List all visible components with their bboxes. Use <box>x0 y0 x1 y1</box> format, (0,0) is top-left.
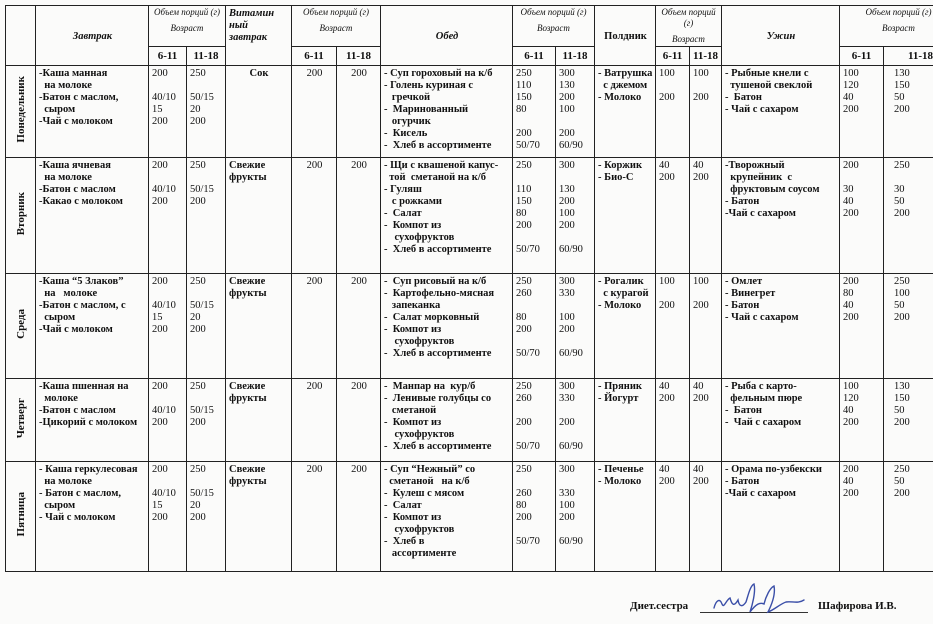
lunch-portion-11-18: 300 130 200 100 200 60/90 <box>556 158 595 274</box>
day-label: Среда <box>6 274 36 379</box>
day-label: Четверг <box>6 379 36 462</box>
vitamin-items: Свежие фрукты <box>226 158 292 274</box>
header-corner <box>6 6 36 66</box>
day-label: Вторник <box>6 158 36 274</box>
day-row-wednesday <box>6 274 933 379</box>
vitamin-portion-11-18: 200 <box>337 66 381 158</box>
snack-items: - Пряник - Йогурт <box>595 379 656 462</box>
breakfast-portion-11-18: 250 50/15 20 200 <box>187 66 226 158</box>
snack-portion-6-11: 100 200 <box>656 274 690 379</box>
vitamin-portion-6-11: 200 <box>292 274 337 379</box>
signature-name: Шафирова И.В. <box>818 600 897 612</box>
signature-block <box>630 592 920 622</box>
lunch-items: - Суп гороховый на к/б - Голень куриная с гречкой - Маринованный огурчик - Кисель - Хлеб в ассортименте <box>381 66 513 158</box>
dinner-items: - Омлет - Винегрет - Батон - Чай с сахаром <box>722 274 840 379</box>
vitamin-portion-11-18: 200 <box>337 462 381 572</box>
vitamin-portion-6-11: 200 <box>292 158 337 274</box>
day-label: Понедельник <box>6 66 36 158</box>
lunch-portion-6-11: 250 260 80 200 50/70 <box>513 462 556 572</box>
vitamin-portion-11-18: 200 <box>337 158 381 274</box>
breakfast-items: -Каша “5 Злаков” на молоке -Батон с маслом, с сыром -Чай с молоком <box>36 274 149 379</box>
vitamin-items: Сок <box>226 66 292 158</box>
snack-items: - Рогалик с курагой - Молоко <box>595 274 656 379</box>
age-6-11: 6-11 <box>292 47 337 66</box>
lunch-items: - Манпар на кур/б - Ленивые голубцы со сметаной - Компот из сухофруктов - Хлеб в ассортименте <box>381 379 513 462</box>
dinner-portion-11-18: 250 30 50 200 <box>884 158 933 274</box>
header-row <box>6 6 933 47</box>
breakfast-items: -Каша манная на молоке -Батон с маслом, сыром -Чай с молоком <box>36 66 149 158</box>
age-6-11: 6-11 <box>656 47 690 66</box>
lunch-portion-11-18: 300 330 200 60/90 <box>556 379 595 462</box>
dinner-items: - Рыба с карто- фельным пюре - Батон - Чай с сахаром <box>722 379 840 462</box>
weekly-menu-table <box>5 5 933 572</box>
header-breakfast-volume: Объем порций (г) Возраст <box>149 6 226 47</box>
header-lunch-volume: Объем порций (г) Возраст <box>513 6 595 47</box>
header-dinner-volume: Объем порций (г) Возраст <box>840 6 933 47</box>
snack-portion-11-18: 100 200 <box>690 274 722 379</box>
age-6-11: 6-11 <box>513 47 556 66</box>
snack-portion-11-18: 40 200 <box>690 379 722 462</box>
dinner-portion-6-11: 200 40 200 <box>840 462 884 572</box>
dinner-portion-11-18: 250 50 200 <box>884 462 933 572</box>
snack-items: - Печенье - Молоко <box>595 462 656 572</box>
handwritten-signature <box>708 578 808 620</box>
dinner-portion-11-18: 130 150 50 200 <box>884 66 933 158</box>
header-vitamin-breakfast: Витамин ный завтрак <box>226 6 292 66</box>
dinner-portion-6-11: 100 120 40 200 <box>840 66 884 158</box>
age-6-11: 6-11 <box>840 47 884 66</box>
age-11-18: 11-18 <box>690 47 722 66</box>
snack-portion-11-18: 40 200 <box>690 158 722 274</box>
header-breakfast: Завтрак <box>36 6 149 66</box>
age-11-18: 11-18 <box>187 47 226 66</box>
snack-portion-11-18: 40 200 <box>690 462 722 572</box>
breakfast-portion-6-11: 200 40/10 200 <box>149 379 187 462</box>
dinner-items: - Орама по-узбекски - Батон -Чай с сахаром <box>722 462 840 572</box>
snack-portion-6-11: 40 200 <box>656 158 690 274</box>
breakfast-portion-6-11: 200 40/10 15 200 <box>149 66 187 158</box>
snack-portion-6-11: 100 200 <box>656 66 690 158</box>
vitamin-portion-6-11: 200 <box>292 462 337 572</box>
day-row-thursday <box>6 379 933 462</box>
vitamin-portion-11-18: 200 <box>337 274 381 379</box>
lunch-portion-11-18: 300 330 100 200 60/90 <box>556 462 595 572</box>
lunch-portion-6-11: 250 110 150 80 200 50/70 <box>513 66 556 158</box>
breakfast-portion-11-18: 250 50/15 200 <box>187 379 226 462</box>
snack-portion-6-11: 40 200 <box>656 462 690 572</box>
vitamin-items: Свежие фрукты <box>226 462 292 572</box>
header-dinner: Ужин <box>722 6 840 66</box>
day-row-tuesday <box>6 158 933 274</box>
lunch-portion-6-11: 250 260 80 200 50/70 <box>513 274 556 379</box>
dinner-portion-11-18: 130 150 50 200 <box>884 379 933 462</box>
breakfast-portion-6-11: 200 40/10 15 200 <box>149 462 187 572</box>
day-row-monday <box>6 66 933 158</box>
dinner-portion-6-11: 100 120 40 200 <box>840 379 884 462</box>
dinner-portion-6-11: 200 80 40 200 <box>840 274 884 379</box>
age-11-18: 11-18 <box>337 47 381 66</box>
vitamin-portion-6-11: 200 <box>292 66 337 158</box>
breakfast-items: -Каша ячневая на молоке -Батон с маслом -Какао с молоком <box>36 158 149 274</box>
dinner-portion-11-18: 250 100 50 200 <box>884 274 933 379</box>
breakfast-items: -Каша пшенная на молоке -Батон с маслом -Цикорий с молоком <box>36 379 149 462</box>
day-label: Пятница <box>6 462 36 572</box>
dinner-items: -Творожный крупейник с фруктовым соусом - Батон -Чай с сахаром <box>722 158 840 274</box>
lunch-items: - Суп “Нежный” со сметаной на к/б - Кулеш с мясом - Салат - Компот из сухофруктов - Хлеб в ассортименте <box>381 462 513 572</box>
vitamin-portion-6-11: 200 <box>292 379 337 462</box>
lunch-items: - Суп рисовый на к/б - Картофельно-мясная запеканка - Салат морковный - Компот из сухофруктов - Хлеб в ассортименте <box>381 274 513 379</box>
breakfast-portion-11-18: 250 50/15 20 200 <box>187 462 226 572</box>
signature-label: Диет.сестра <box>630 600 689 612</box>
snack-portion-11-18: 100 200 <box>690 66 722 158</box>
header-vitamin-volume: Объем порций (г) Возраст <box>292 6 381 47</box>
day-row-friday <box>6 462 933 572</box>
header-snack: Полдник <box>595 6 656 66</box>
lunch-portion-6-11: 250 110 150 80 200 50/70 <box>513 158 556 274</box>
dinner-items: - Рыбные кнели с тушеной свеклой - Батон - Чай с сахаром <box>722 66 840 158</box>
menu-sheet <box>5 5 933 572</box>
snack-items: - Коржик - Био-С <box>595 158 656 274</box>
lunch-items: - Щи с квашеной капус- той сметаной на к/б - Гуляш с рожками - Салат - Компот из сухофруктов - Хлеб в ассортименте <box>381 158 513 274</box>
breakfast-portion-6-11: 200 40/10 200 <box>149 158 187 274</box>
snack-items: - Ватрушка с джемом - Молоко <box>595 66 656 158</box>
breakfast-portion-6-11: 200 40/10 15 200 <box>149 274 187 379</box>
age-11-18: 11-18 <box>884 47 933 66</box>
dinner-portion-6-11: 200 30 40 200 <box>840 158 884 274</box>
header-snack-volume: Объем порций (г) Возраст <box>656 6 722 47</box>
snack-portion-6-11: 40 200 <box>656 379 690 462</box>
lunch-portion-6-11: 250 260 200 50/70 <box>513 379 556 462</box>
age-6-11: 6-11 <box>149 47 187 66</box>
vitamin-portion-11-18: 200 <box>337 379 381 462</box>
breakfast-items: - Каша геркулесовая на молоке - Батон с маслом, сыром - Чай с молоком <box>36 462 149 572</box>
vitamin-items: Свежие фрукты <box>226 274 292 379</box>
breakfast-portion-11-18: 250 50/15 20 200 <box>187 274 226 379</box>
breakfast-portion-11-18: 250 50/15 200 <box>187 158 226 274</box>
lunch-portion-11-18: 300 130 200 100 200 60/90 <box>556 66 595 158</box>
header-lunch: Обед <box>381 6 513 66</box>
lunch-portion-11-18: 300 330 100 200 60/90 <box>556 274 595 379</box>
age-11-18: 11-18 <box>556 47 595 66</box>
vitamin-items: Свежие фрукты <box>226 379 292 462</box>
